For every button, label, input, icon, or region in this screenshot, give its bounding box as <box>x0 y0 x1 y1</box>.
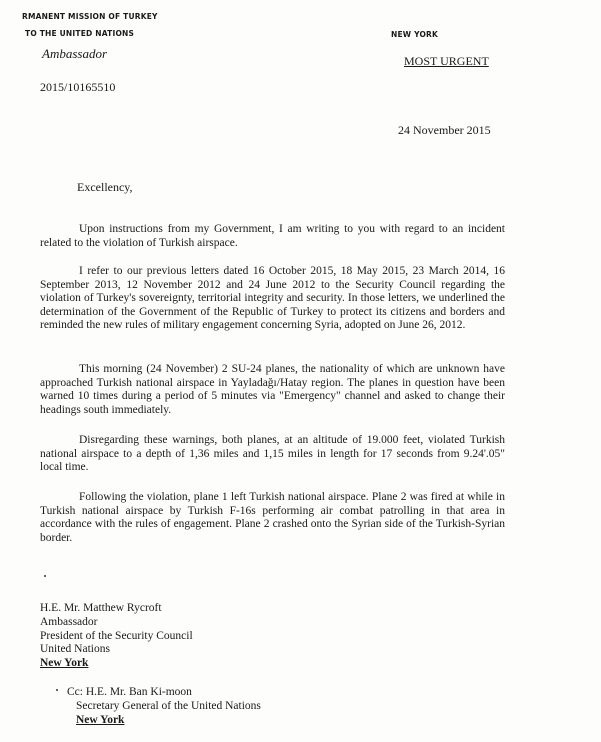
cc-block <box>67 686 261 727</box>
salutation: Excellency, <box>77 180 133 194</box>
addressee-name: H.E. Mr. Matthew Rycroft <box>40 602 162 614</box>
addressee-block <box>40 602 193 671</box>
addressee-role: President of the Security Council <box>40 629 193 642</box>
reference-number: 2015/10165510 <box>40 80 116 94</box>
cc-prefix: Cc: <box>67 686 83 698</box>
addressee-city: New York <box>40 657 89 670</box>
ambassador-signature-title: Ambassador <box>42 46 108 61</box>
priority-label: MOST URGENT <box>404 54 489 68</box>
cc-name: H.E. Mr. Ban Ki-moon <box>85 686 192 698</box>
mission-name-line1: RMANENT MISSION OF TURKEY <box>22 12 158 21</box>
body-paragraph-5: Following the violation, plane 1 left Turkish national airspace. Plane 2 was fired at while in Turkish national airspace by Turkish F-16s performing air combat patrolling in that area in accordance with the rules of engagement. Plane 2 crashed onto the Syrian side of the Turkish-Syrian border. <box>40 491 505 544</box>
cc-role: Secretary General of the United Nations <box>76 699 261 712</box>
scan-mark <box>56 689 58 691</box>
cc-city: New York <box>76 713 125 726</box>
mission-city: NEW YORK <box>391 30 439 39</box>
body-paragraph-1: Upon instructions from my Government, I am writing to you with regard to an incident related to the violation of Turkish airspace. <box>40 223 505 249</box>
letter-date: 24 November 2015 <box>398 123 491 137</box>
mission-name-line2: TO THE UNITED NATIONS <box>25 29 135 38</box>
body-paragraph-3: This morning (24 November) 2 SU-24 planes, the nationality of which are unknown have approached Turkish national airspace in Yayladağı/Hatay region. The planes in question have been warned 10 times during a period of 5 minutes via "Emergency" channel and asked to change their headings south immediately. <box>40 363 505 416</box>
scan-mark <box>44 575 46 577</box>
body-paragraph-4: Disregarding these warnings, both planes, at an altitude of 19.000 feet, violated Turkish national airspace to a depth of 1,36 miles and 1,15 miles in length for 17 seconds from 9.24'.05" local time. <box>40 434 505 474</box>
addressee-org: United Nations <box>40 643 110 656</box>
addressee-title: Ambassador <box>40 615 98 628</box>
body-paragraph-2: I refer to our previous letters dated 16 October 2015, 18 May 2015, 23 March 2014, 16 September 2013, 12 November 2012 and 24 June 2012 to the Security Council regarding the violation of Turkey's sovereignty, territorial integrity and security. In those letters, we underlined the determination of the Government of the Republic of Turkey to protect its citizens and borders and reminded the new rules of military engagement concerning Syria, adopted on June 26, 2012. <box>40 265 505 332</box>
